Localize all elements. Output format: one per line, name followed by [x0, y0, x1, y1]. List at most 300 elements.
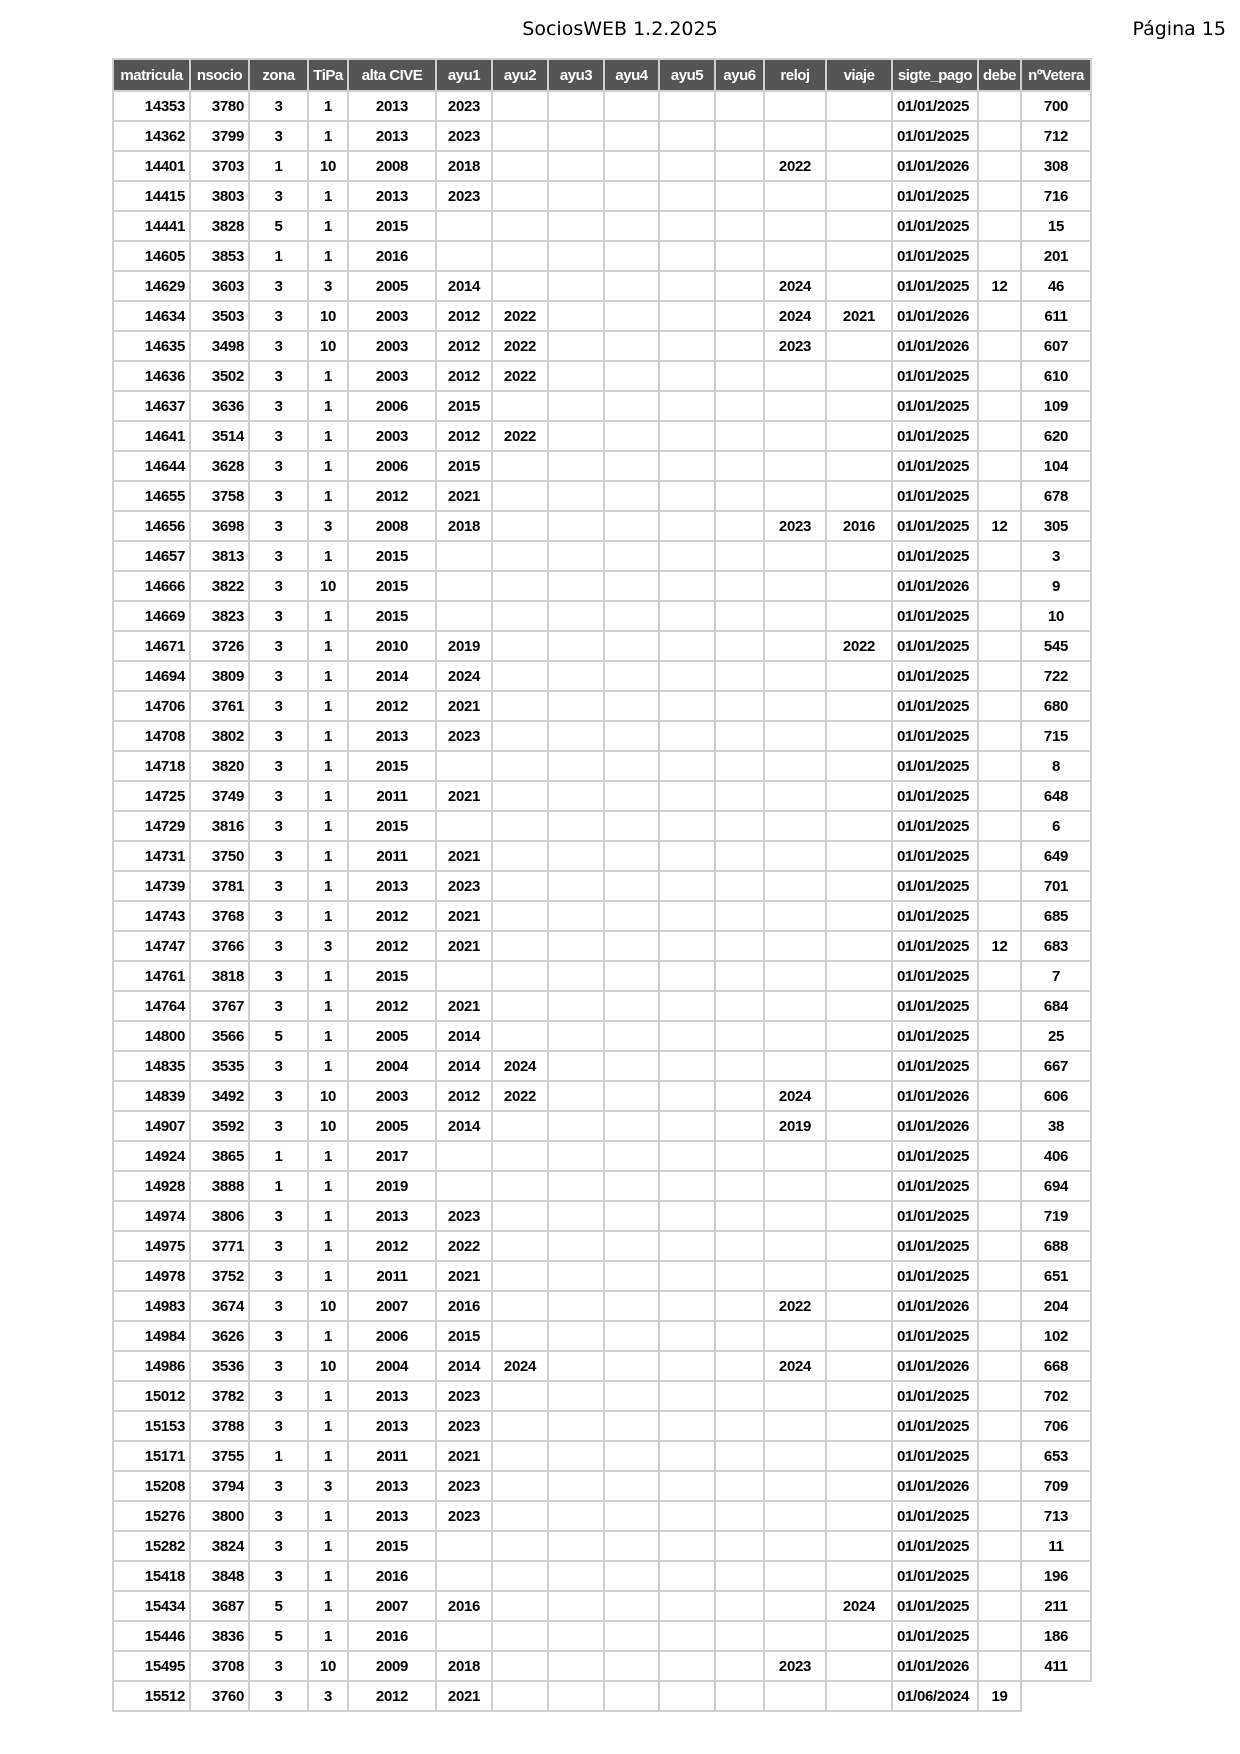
table-cell	[826, 781, 892, 811]
table-cell	[659, 931, 715, 961]
table-cell: 211	[1021, 1591, 1091, 1621]
table-cell: 2023	[436, 91, 492, 121]
table-cell	[715, 1201, 764, 1231]
table-cell	[659, 1201, 715, 1231]
table-cell	[659, 871, 715, 901]
table-cell	[548, 1381, 604, 1411]
table-cell: 10	[308, 1291, 348, 1321]
table-cell	[659, 1111, 715, 1141]
table-cell: 1	[308, 181, 348, 211]
table-cell: 14708	[113, 721, 190, 751]
table-cell	[659, 1141, 715, 1171]
table-cell	[1021, 1681, 1091, 1711]
table-cell	[492, 481, 548, 511]
table-cell: 01/01/2025	[892, 751, 978, 781]
table-cell: 3766	[190, 931, 249, 961]
table-cell	[764, 211, 826, 241]
table-cell	[715, 691, 764, 721]
table-cell: 15495	[113, 1651, 190, 1681]
table-cell	[978, 1381, 1021, 1411]
table-cell: 2023	[436, 1471, 492, 1501]
table-cell: 3	[249, 961, 308, 991]
table-cell: 2014	[436, 1111, 492, 1141]
table-cell	[978, 961, 1021, 991]
table-cell: 3	[249, 1321, 308, 1351]
table-cell	[659, 541, 715, 571]
table-cell	[715, 1561, 764, 1591]
table-cell: 14415	[113, 181, 190, 211]
table-row	[113, 271, 1091, 301]
table-cell: 2021	[436, 1441, 492, 1471]
table-cell: 2011	[348, 1261, 436, 1291]
table-row	[113, 571, 1091, 601]
table-cell: 2015	[348, 541, 436, 571]
table-cell: 1	[308, 1591, 348, 1621]
table-cell: 14641	[113, 421, 190, 451]
table-cell	[659, 1681, 715, 1711]
table-cell	[764, 601, 826, 631]
table-cell	[764, 661, 826, 691]
table-cell	[826, 1261, 892, 1291]
table-cell	[604, 1381, 659, 1411]
table-cell: 607	[1021, 331, 1091, 361]
table-cell	[492, 721, 548, 751]
table-row	[113, 301, 1091, 331]
table-row	[113, 331, 1091, 361]
table-cell	[548, 301, 604, 331]
table-cell: 01/01/2025	[892, 721, 978, 751]
table-cell	[826, 91, 892, 121]
table-cell	[978, 1021, 1021, 1051]
table-cell	[764, 541, 826, 571]
table-cell	[492, 541, 548, 571]
table-cell	[659, 421, 715, 451]
column-header: alta CIVE	[348, 59, 436, 91]
table-cell: 3888	[190, 1171, 249, 1201]
table-cell	[826, 391, 892, 421]
table-cell	[492, 751, 548, 781]
table-cell: 685	[1021, 901, 1091, 931]
table-cell	[492, 451, 548, 481]
table-cell	[826, 1081, 892, 1111]
table-row	[113, 1501, 1091, 1531]
table-cell: 6	[1021, 811, 1091, 841]
table-cell: 3626	[190, 1321, 249, 1351]
table-cell: 14729	[113, 811, 190, 841]
table-cell: 1	[308, 841, 348, 871]
table-cell: 2022	[764, 1291, 826, 1321]
table-cell: 01/01/2025	[892, 1051, 978, 1081]
table-cell	[715, 1111, 764, 1141]
table-cell: 14636	[113, 361, 190, 391]
table-cell: 2012	[436, 331, 492, 361]
table-cell	[764, 811, 826, 841]
table-cell: 2009	[348, 1651, 436, 1681]
table-cell	[826, 361, 892, 391]
table-cell	[826, 1321, 892, 1351]
table-row	[113, 1321, 1091, 1351]
table-cell: 2012	[348, 481, 436, 511]
table-cell	[764, 961, 826, 991]
table-cell: 2014	[436, 1021, 492, 1051]
table-cell: 1	[308, 901, 348, 931]
table-cell: 15208	[113, 1471, 190, 1501]
table-cell: 2007	[348, 1591, 436, 1621]
table-cell: 109	[1021, 391, 1091, 421]
table-cell	[715, 1021, 764, 1051]
table-cell	[715, 1441, 764, 1471]
table-cell: 1	[308, 1171, 348, 1201]
table-cell: 2011	[348, 781, 436, 811]
table-cell: 3	[249, 661, 308, 691]
table-cell	[492, 121, 548, 151]
table-cell	[548, 751, 604, 781]
table-cell	[978, 631, 1021, 661]
table-cell: 2023	[764, 511, 826, 541]
table-cell	[436, 1621, 492, 1651]
column-header: TiPa	[308, 59, 348, 91]
table-cell: 1	[249, 151, 308, 181]
table-cell	[548, 121, 604, 151]
table-cell: 3	[249, 541, 308, 571]
table-cell	[978, 1141, 1021, 1171]
table-cell	[826, 541, 892, 571]
table-cell: 2024	[492, 1051, 548, 1081]
table-row	[113, 241, 1091, 271]
table-cell: 3755	[190, 1441, 249, 1471]
table-cell	[715, 481, 764, 511]
table-cell: 14983	[113, 1291, 190, 1321]
table-cell: 3	[249, 421, 308, 451]
table-cell: 3	[249, 1381, 308, 1411]
table-cell	[436, 1531, 492, 1561]
table-cell	[604, 1351, 659, 1381]
table-cell: 2022	[436, 1231, 492, 1261]
table-cell	[715, 451, 764, 481]
table-cell: 3761	[190, 691, 249, 721]
table-cell: 15282	[113, 1531, 190, 1561]
table-row	[113, 361, 1091, 391]
table-cell: 7	[1021, 961, 1091, 991]
table-cell	[548, 91, 604, 121]
table-cell	[826, 1021, 892, 1051]
table-cell: 1	[308, 691, 348, 721]
table-cell	[715, 1501, 764, 1531]
table-cell: 3848	[190, 1561, 249, 1591]
table-cell: 2016	[348, 1561, 436, 1591]
table-cell: 2012	[348, 1681, 436, 1711]
table-cell	[492, 271, 548, 301]
table-cell: 2015	[436, 451, 492, 481]
table-cell: 14764	[113, 991, 190, 1021]
table-cell: 1	[308, 1231, 348, 1261]
table-cell	[604, 1141, 659, 1171]
table-cell: 2021	[436, 691, 492, 721]
table-cell: 14739	[113, 871, 190, 901]
table-cell: 10	[308, 571, 348, 601]
table-cell: 01/01/2025	[892, 1231, 978, 1261]
table-cell	[604, 1411, 659, 1441]
table-cell	[978, 1471, 1021, 1501]
table-cell	[548, 781, 604, 811]
table-cell	[978, 1501, 1021, 1531]
table-cell	[548, 1321, 604, 1351]
table-cell: 3628	[190, 451, 249, 481]
table-cell	[764, 91, 826, 121]
table-cell: 2022	[826, 631, 892, 661]
table-cell: 678	[1021, 481, 1091, 511]
table-cell: 3824	[190, 1531, 249, 1561]
table-row	[113, 541, 1091, 571]
table-row	[113, 181, 1091, 211]
table-cell: 716	[1021, 181, 1091, 211]
table-cell: 2012	[348, 901, 436, 931]
table-cell	[604, 871, 659, 901]
table-cell: 10	[308, 301, 348, 331]
table-cell	[436, 1141, 492, 1171]
table-cell: 2023	[436, 721, 492, 751]
header-row	[113, 59, 1091, 91]
table-cell: 2016	[436, 1591, 492, 1621]
table-cell: 01/01/2025	[892, 1441, 978, 1471]
table-cell: 01/01/2025	[892, 1381, 978, 1411]
table-cell: 2013	[348, 1411, 436, 1441]
table-cell	[978, 301, 1021, 331]
table-cell	[659, 1021, 715, 1051]
table-cell	[978, 661, 1021, 691]
table-cell: 1	[308, 601, 348, 631]
table-cell: 1	[308, 991, 348, 1021]
table-cell	[548, 451, 604, 481]
table-cell: 14657	[113, 541, 190, 571]
table-cell: 2015	[348, 811, 436, 841]
table-cell	[604, 331, 659, 361]
table-cell: 2022	[492, 421, 548, 451]
table-cell	[764, 751, 826, 781]
table-cell: 3758	[190, 481, 249, 511]
table-row	[113, 1591, 1091, 1621]
table-cell: 3	[249, 811, 308, 841]
table-cell: 715	[1021, 721, 1091, 751]
table-cell	[604, 841, 659, 871]
column-header: ayu4	[604, 59, 659, 91]
table-cell	[492, 1501, 548, 1531]
table-cell	[604, 661, 659, 691]
table-cell: 14835	[113, 1051, 190, 1081]
table-cell	[548, 901, 604, 931]
table-cell: 01/01/2025	[892, 181, 978, 211]
table-cell	[826, 241, 892, 271]
table-row	[113, 691, 1091, 721]
table-cell: 1	[249, 1441, 308, 1471]
table-cell: 12	[978, 511, 1021, 541]
table-cell: 3794	[190, 1471, 249, 1501]
table-cell: 01/01/2025	[892, 1261, 978, 1291]
table-cell: 3822	[190, 571, 249, 601]
table-cell: 1	[308, 631, 348, 661]
table-cell: 3799	[190, 121, 249, 151]
table-cell: 01/01/2026	[892, 331, 978, 361]
table-cell	[715, 811, 764, 841]
table-cell: 3788	[190, 1411, 249, 1441]
table-cell: 411	[1021, 1651, 1091, 1681]
table-cell: 3	[249, 91, 308, 121]
table-cell	[826, 661, 892, 691]
table-cell	[492, 841, 548, 871]
table-cell: 3823	[190, 601, 249, 631]
table-cell	[436, 211, 492, 241]
table-cell	[826, 571, 892, 601]
table-cell	[659, 1501, 715, 1531]
table-cell: 610	[1021, 361, 1091, 391]
table-cell: 2017	[348, 1141, 436, 1171]
column-header: zona	[249, 59, 308, 91]
table-cell: 01/01/2025	[892, 421, 978, 451]
table-cell: 01/01/2025	[892, 271, 978, 301]
table-cell: 01/01/2025	[892, 691, 978, 721]
table-row	[113, 601, 1091, 631]
table-row	[113, 1531, 1091, 1561]
table-cell: 01/01/2026	[892, 1471, 978, 1501]
table-cell: 14634	[113, 301, 190, 331]
table-cell: 15446	[113, 1621, 190, 1651]
table-cell: 2013	[348, 1501, 436, 1531]
table-cell	[715, 1171, 764, 1201]
table-cell	[659, 661, 715, 691]
table-cell: 3	[249, 481, 308, 511]
table-cell	[492, 571, 548, 601]
table-cell	[548, 1411, 604, 1441]
table-cell: 2019	[764, 1111, 826, 1141]
table-cell: 2015	[348, 751, 436, 781]
table-cell: 8	[1021, 751, 1091, 781]
table-cell: 14743	[113, 901, 190, 931]
table-cell: 3703	[190, 151, 249, 181]
table-cell: 3865	[190, 1141, 249, 1171]
table-cell	[548, 1591, 604, 1621]
table-cell: 3	[249, 781, 308, 811]
table-cell	[548, 1051, 604, 1081]
table-cell	[764, 991, 826, 1021]
table-cell	[604, 751, 659, 781]
table-cell	[604, 931, 659, 961]
table-cell	[604, 1231, 659, 1261]
table-cell	[604, 151, 659, 181]
column-header: ayu2	[492, 59, 548, 91]
table-cell: 01/01/2025	[892, 841, 978, 871]
table-cell: 2023	[764, 331, 826, 361]
table-cell: 3853	[190, 241, 249, 271]
table-cell	[764, 931, 826, 961]
table-cell	[492, 811, 548, 841]
table-cell: 2003	[348, 361, 436, 391]
table-cell	[548, 361, 604, 391]
table-cell: 14839	[113, 1081, 190, 1111]
table-cell	[715, 301, 764, 331]
table-cell	[659, 601, 715, 631]
table-cell	[659, 1531, 715, 1561]
table-cell	[548, 631, 604, 661]
table-cell	[764, 1561, 826, 1591]
column-header: ayu6	[715, 59, 764, 91]
table-cell: 2007	[348, 1291, 436, 1321]
table-cell: 2022	[492, 1081, 548, 1111]
table-cell: 3	[249, 691, 308, 721]
table-cell: 1	[308, 541, 348, 571]
table-cell: 722	[1021, 661, 1091, 691]
table-cell: 3	[249, 1411, 308, 1441]
table-cell	[604, 901, 659, 931]
table-cell	[715, 1141, 764, 1171]
table-cell: 01/01/2025	[892, 1411, 978, 1441]
table-cell: 01/01/2025	[892, 1621, 978, 1651]
table-row	[113, 1261, 1091, 1291]
table-cell: 5	[249, 1021, 308, 1051]
table-cell	[659, 481, 715, 511]
table-cell	[715, 601, 764, 631]
table-cell	[548, 961, 604, 991]
table-cell: 01/01/2026	[892, 1651, 978, 1681]
table-cell: 01/01/2026	[892, 571, 978, 601]
table-cell	[604, 301, 659, 331]
table-cell: 01/01/2025	[892, 91, 978, 121]
table-cell: 3	[249, 1501, 308, 1531]
table-cell: 14718	[113, 751, 190, 781]
table-cell	[604, 1561, 659, 1591]
table-cell	[715, 991, 764, 1021]
table-cell: 1	[308, 751, 348, 781]
table-cell	[764, 691, 826, 721]
column-header: sigte_pago	[892, 59, 978, 91]
table-cell	[715, 721, 764, 751]
table-row	[113, 1051, 1091, 1081]
table-cell: 3	[249, 1291, 308, 1321]
table-cell: 2012	[348, 931, 436, 961]
table-row	[113, 841, 1091, 871]
table-cell: 1	[308, 1531, 348, 1561]
table-cell	[436, 241, 492, 271]
table-cell	[492, 931, 548, 961]
table-cell: 01/01/2026	[892, 301, 978, 331]
table-cell	[826, 1681, 892, 1711]
table-cell: 3	[249, 391, 308, 421]
table-cell	[764, 1051, 826, 1081]
table-cell: 2016	[348, 1621, 436, 1651]
table-cell: 38	[1021, 1111, 1091, 1141]
table-cell	[492, 961, 548, 991]
table-cell	[492, 1021, 548, 1051]
table-cell: 5	[249, 1621, 308, 1651]
table-cell	[492, 781, 548, 811]
table-cell: 2023	[436, 121, 492, 151]
table-cell: 3	[249, 331, 308, 361]
table-cell: 2006	[348, 451, 436, 481]
table-cell	[659, 751, 715, 781]
table-cell	[978, 541, 1021, 571]
table-cell: 196	[1021, 1561, 1091, 1591]
table-cell	[604, 1501, 659, 1531]
table-cell	[715, 1321, 764, 1351]
table-cell	[659, 691, 715, 721]
table-cell	[548, 1471, 604, 1501]
table-cell: 10	[308, 1081, 348, 1111]
table-cell: 2012	[348, 991, 436, 1021]
table-cell: 3	[308, 511, 348, 541]
table-cell	[659, 631, 715, 661]
table-cell: 702	[1021, 1381, 1091, 1411]
table-cell	[764, 1321, 826, 1351]
table-cell	[659, 781, 715, 811]
